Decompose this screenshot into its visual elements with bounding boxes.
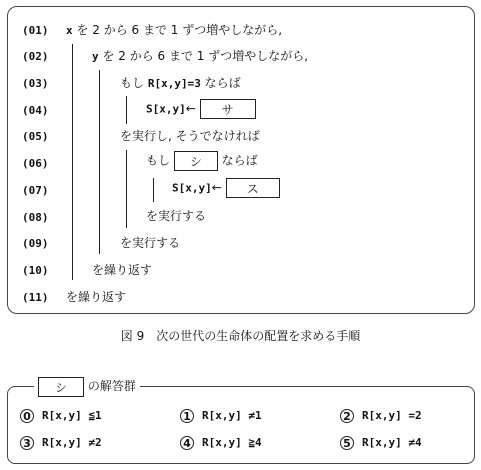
answer-heading-text: の解答群 bbox=[87, 379, 136, 393]
option-number-1: 1 bbox=[180, 409, 194, 423]
answer-slot-label: シ bbox=[38, 377, 84, 397]
line-number: (03) bbox=[22, 77, 49, 90]
option-number-3: 3 bbox=[20, 436, 34, 450]
line-01-text: を 2 から 6 まで 1 ずつ増やしながら, bbox=[76, 23, 283, 37]
line-number: (02) bbox=[22, 50, 49, 63]
line-11: を繰り返す bbox=[66, 290, 127, 304]
loop-variable-x: x bbox=[66, 24, 73, 37]
inner-then-bar bbox=[153, 178, 154, 202]
line-04 bbox=[146, 99, 256, 119]
assign-target: S[x,y] bbox=[146, 102, 186, 116]
answer-option-1[interactable] bbox=[180, 407, 262, 424]
answer-option-4[interactable] bbox=[180, 434, 262, 451]
option-number-5: 5 bbox=[340, 436, 354, 450]
condition-target: R[x,y] bbox=[147, 77, 188, 90]
line-05: を実行し, そうでなければ bbox=[120, 129, 260, 143]
option-text-2: R[x,y] =2 bbox=[362, 409, 422, 422]
option-text-1: R[x,y] ≠1 bbox=[202, 409, 262, 422]
line-number: (05) bbox=[22, 130, 49, 143]
option-number-0: 0 bbox=[20, 409, 34, 423]
loop-x-bar bbox=[72, 44, 73, 280]
answer-option-5[interactable] bbox=[340, 434, 422, 451]
answer-choices-heading bbox=[34, 375, 140, 397]
option-text-4: R[x,y] ≧4 bbox=[202, 436, 262, 449]
line-01 bbox=[66, 22, 282, 39]
figure-caption: 図 9 次の世代の生命体の配置を求める手順 bbox=[120, 329, 361, 343]
then-keyword: ならば bbox=[221, 153, 258, 168]
blank-slot-sa[interactable]: サ bbox=[200, 99, 256, 119]
line-number: (07) bbox=[22, 184, 49, 197]
line-number: (01) bbox=[22, 24, 49, 37]
line-02 bbox=[92, 48, 308, 65]
then-branch-bar bbox=[126, 96, 127, 124]
option-number-4: 4 bbox=[180, 436, 194, 450]
line-02-text: を 2 から 6 まで 1 ずつ増やしながら, bbox=[102, 49, 309, 63]
assign-arrow: ← bbox=[185, 101, 196, 116]
line-10: を繰り返す bbox=[92, 263, 153, 277]
answer-choices-box bbox=[7, 386, 475, 464]
line-09: を実行する bbox=[120, 236, 181, 250]
option-text-5: R[x,y] ≠4 bbox=[362, 436, 422, 449]
then-keyword: ならば bbox=[204, 76, 241, 90]
line-number: (11) bbox=[22, 291, 49, 304]
blank-slot-su[interactable]: ス bbox=[226, 178, 280, 198]
line-number: (04) bbox=[22, 104, 49, 117]
answer-option-3[interactable] bbox=[20, 434, 102, 451]
answer-option-0[interactable] bbox=[20, 407, 102, 424]
option-text-3: R[x,y] ≠2 bbox=[42, 436, 102, 449]
condition-operator: =3 bbox=[187, 77, 201, 90]
line-07 bbox=[172, 178, 280, 198]
loop-y-bar bbox=[99, 70, 100, 254]
line-08: を実行する bbox=[146, 209, 207, 223]
blank-slot-shi[interactable]: シ bbox=[174, 151, 218, 171]
assign-arrow: ← bbox=[211, 180, 222, 195]
if-keyword: もし bbox=[120, 76, 145, 90]
else-branch-bar bbox=[126, 150, 127, 228]
option-number-2: 2 bbox=[340, 409, 354, 423]
line-number: (08) bbox=[22, 211, 49, 224]
line-number: (10) bbox=[22, 264, 49, 277]
line-number: (09) bbox=[22, 237, 49, 250]
assign-target: S[x,y] bbox=[172, 181, 212, 195]
line-06 bbox=[146, 151, 258, 171]
answer-option-2[interactable] bbox=[340, 407, 422, 424]
option-text-0: R[x,y] ≦1 bbox=[42, 409, 102, 422]
loop-variable-y: y bbox=[92, 50, 99, 63]
if-keyword: もし bbox=[146, 153, 171, 168]
line-03 bbox=[120, 75, 241, 92]
line-number: (06) bbox=[22, 157, 49, 170]
